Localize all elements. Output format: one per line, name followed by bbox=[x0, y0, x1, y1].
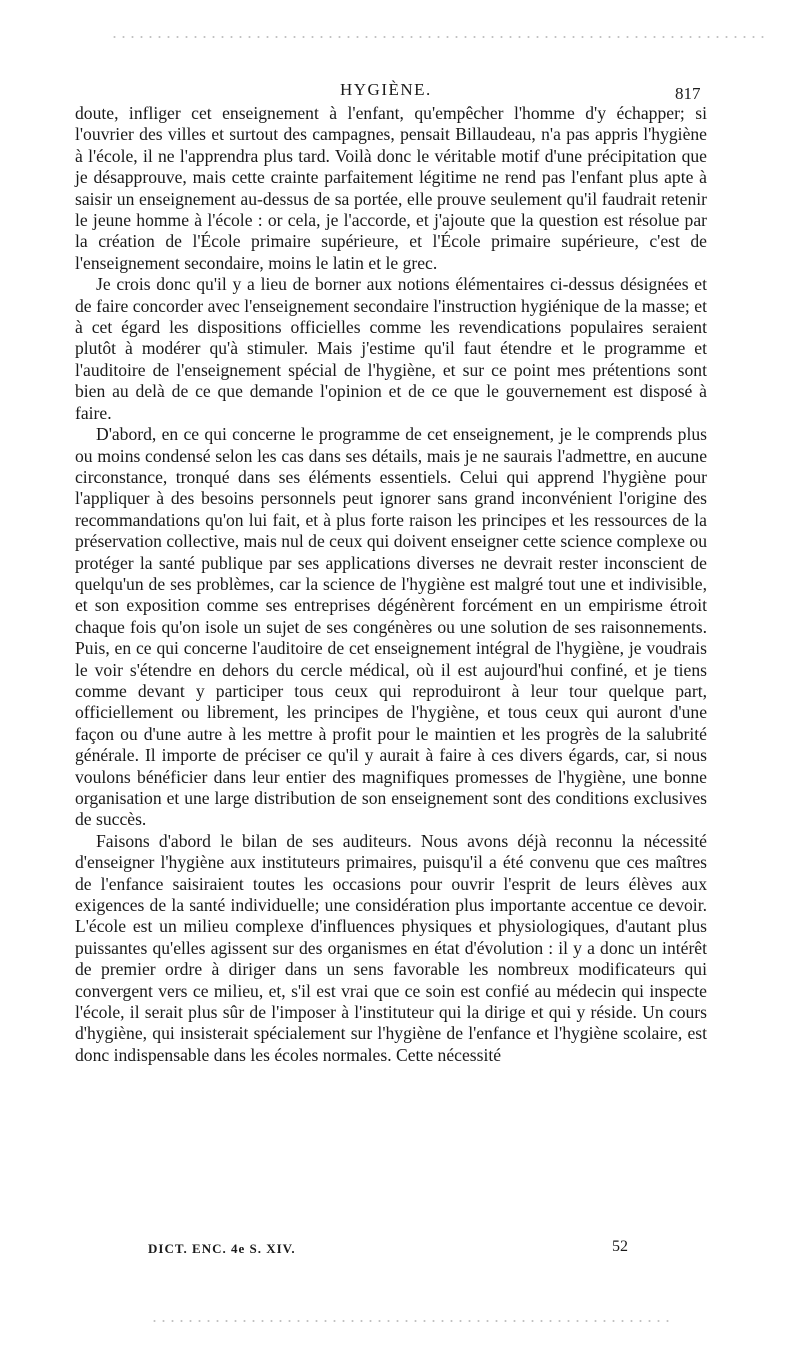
page-footer bbox=[0, 1238, 800, 1264]
scan-noise-top bbox=[110, 34, 770, 40]
body-text bbox=[75, 103, 707, 1066]
paragraph: Je crois donc qu'il y a lieu de borner aux notions élémentaires ci-dessus désignées et de faire concorder avec l'enseignement secondaire l'instruction hygiénique de la masse; et à cet égard les dispositions officielles comme les revendications populaires seraient plutôt à modérer qu'à stimuler. Mais j'estime qu'il faut étendre et le programme et l'auditoire de l'enseignement spécial de l'hygiène, et sur ce point mes prétentions sont bien au delà de ce que demande l'opinion et de ce que le gouvernement est disposé à faire. bbox=[75, 274, 707, 423]
paragraph: D'abord, en ce qui concerne le programme de cet enseignement, je le comprends plus ou moins condensé selon les cas dans ses détails, mais je ne saurais l'admettre, en aucune circonstance, tronqué dans ses éléments essentiels. Celui qui apprend l'hygiène pour l'appliquer à des besoins personnels peut ignorer sans grand inconvénient l'origine des recommandations qu'on lui fait, et à plus forte raison les principes et les ressources de la préservation collective, mais nul de ceux qui doivent enseigner cette science complexe ou protéger la santé publique par ses applications diverses ne devrait rester inconscient de quelqu'un de ses problèmes, car la science de l'hygiène est malgré tout une et indivisible, et son exposition comme ses entreprises dégénèrent forcément en un empirisme étroit chaque fois qu'on isole un sujet de ses congénères ou une solution de ses raisonnements. Puis, en ce qui concerne l'auditoire de cet enseignement intégral de l'hygiène, je voudrais le voir s'étendre en dehors du cercle médical, où il est aujourd'hui confiné, et je tiens comme devant y participer tous ceux qui reproduiront à leur tour quelque part, officiellement ou librement, les principes de l'hygiène, et tous ceux qui auront d'une façon ou d'une autre à les mettre à profit pour le maintien et les progrès de la salubrité générale. Il importe de préciser ce qu'il y aurait à faire à ces divers égards, car, si nous voulons bénéficier dans leur entier des magnifiques promesses de l'hygiène, une bonne organisation et une large distribution de son enseignement sont des conditions exclusives de succès. bbox=[75, 424, 707, 830]
scan-noise-bottom bbox=[150, 1318, 670, 1324]
printer-signature-mark: DICT. ENC. 4e S. XIV. bbox=[148, 1241, 296, 1256]
running-title: HYGIÈNE. bbox=[340, 80, 432, 99]
page-number: 817 bbox=[675, 84, 701, 103]
paragraph-continued: doute, infliger cet enseignement à l'enfant, qu'empêcher l'homme d'y échapper; si l'ouvrier des villes et surtout des campagnes, pensait Billaudeau, n'a pas appris l'hygiène à l'école, il ne l'apprendra plus tard. Voilà donc le véritable motif d'une précipitation que je désapprouve, mais cette crainte parfaitement légitime ne rend pas l'enfant plus apte à saisir un enseignement au-dessus de sa portée, elle prouve seulement qu'il faudrait retenir le jeune homme à l'école : or cela, je l'accorde, et j'ajoute que la question est résolue par la création de l'École primaire supérieure, et l'École primaire supérieure, c'est de l'enseignement secondaire, moins le latin et le grec. bbox=[75, 103, 707, 273]
signature-number: 52 bbox=[612, 1238, 628, 1255]
paragraph: Faisons d'abord le bilan de ses auditeurs. Nous avons déjà reconnu la nécessité d'enseigner l'hygiène aux instituteurs primaires, puisqu'il a été convenu que ces maîtres de l'enfance saisiraient toutes les occasions pour ouvrir l'esprit de leurs élèves aux exigences de la santé individuelle; une considération plus importante accentue ce devoir. L'école est un milieu complexe d'influences physiques et physiologiques, d'autant plus puissantes qu'elles agissent sur des organismes en état d'évolution : il y a donc un intérêt de premier ordre à diriger dans un sens favorable les nombreux modificateurs qui convergent vers ce milieu, et, s'il est vrai que ce soin est confié au médecin qui inspecte l'école, il serait plus sûr de l'imposer à l'instituteur qui la dirige et qui y réside. Un cours d'hygiène, qui insisterait spécialement sur l'hygiène de l'enfance et l'hygiène scolaire, est donc indispensable dans les écoles normales. Cette nécessité bbox=[75, 830, 707, 1065]
